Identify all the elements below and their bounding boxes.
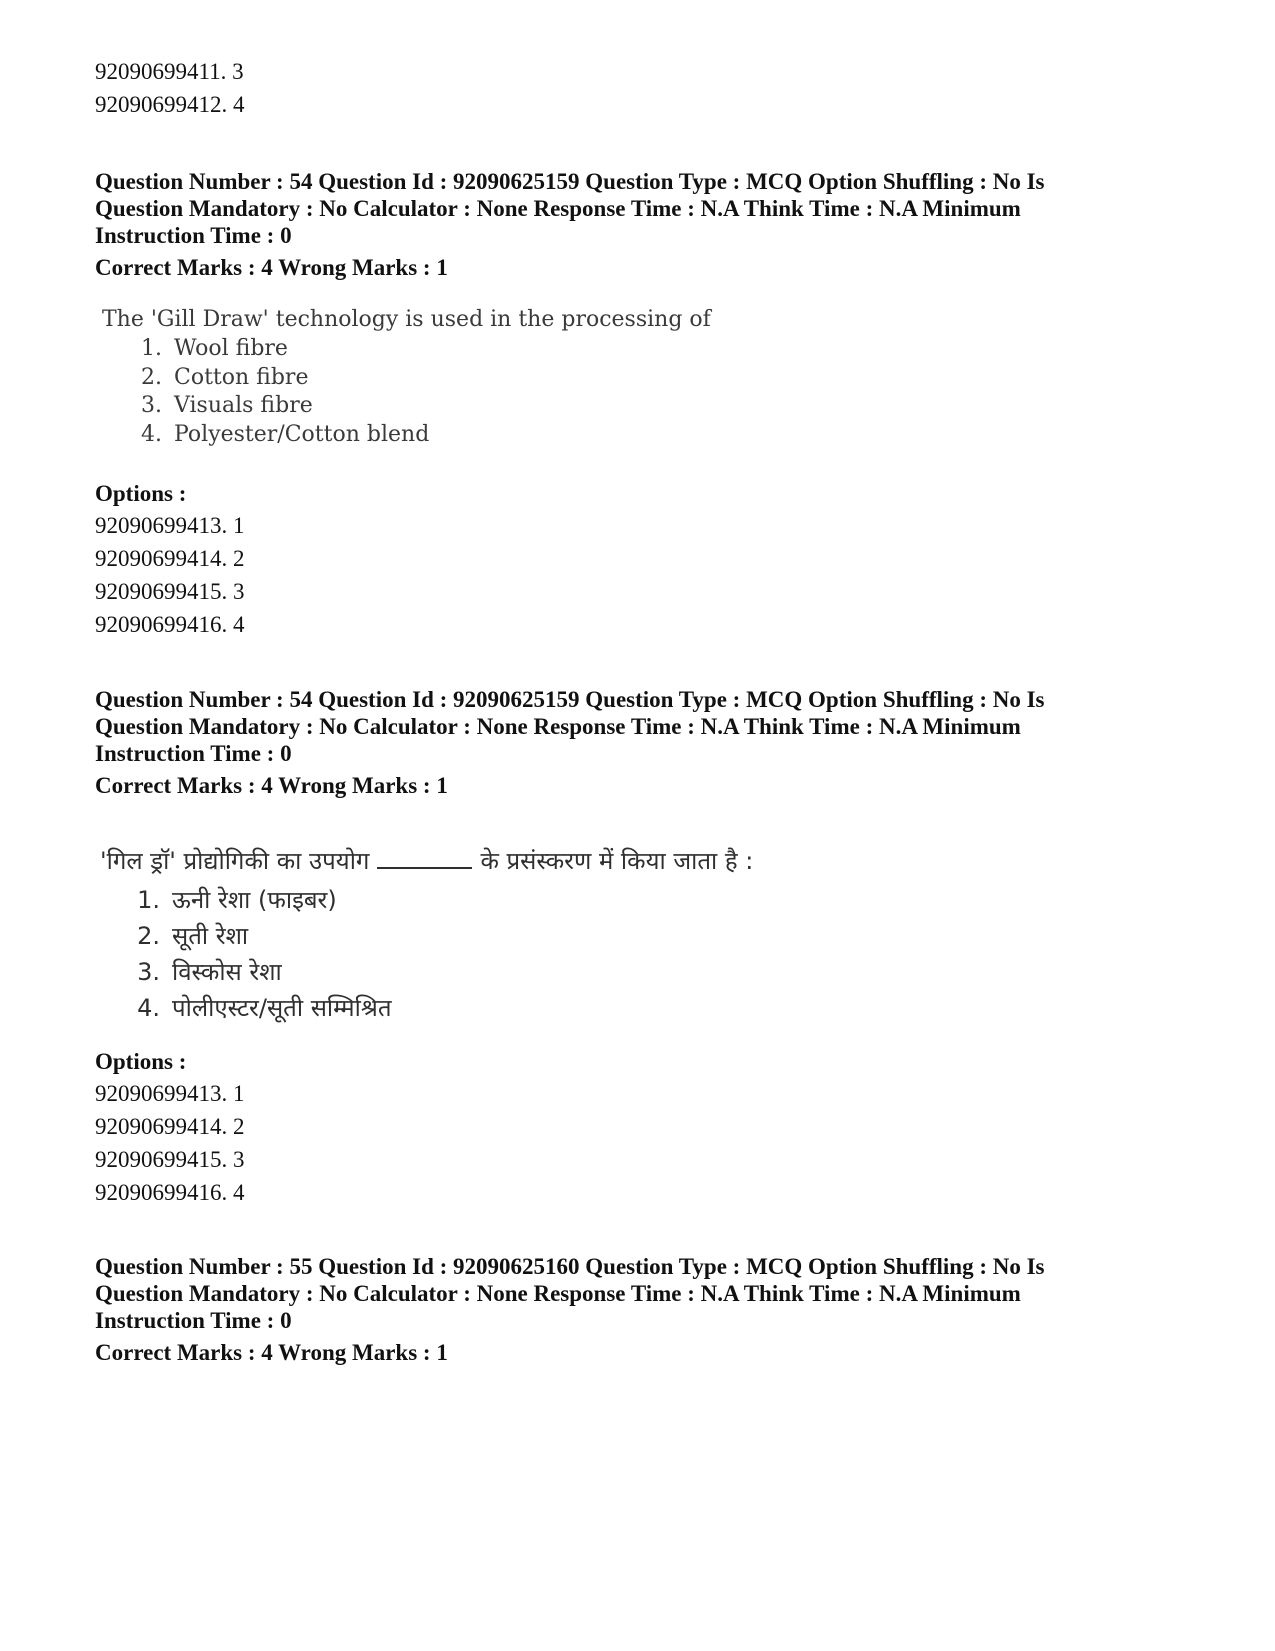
option-line: 92090699414. 2 [95,1114,245,1139]
question-marks: Correct Marks : 4 Wrong Marks : 1 [95,1340,448,1365]
question-stem: The 'Gill Draw' technology is used in the processing of [102,307,711,332]
question-header: Question Number : 55 Question Id : 92090625160 Question Type : MCQ Option Shuffling : No Is [95,1254,1045,1279]
fill-in-blank [377,847,472,869]
question-header: Question Mandatory : No Calculator : None Response Time : N.A Think Time : N.A Minimum [95,714,1021,739]
question-header: Instruction Time : 0 [95,223,292,248]
question-header: Question Number : 54 Question Id : 92090625159 Question Type : MCQ Option Shuffling : No Is [95,169,1045,194]
question-marks: Correct Marks : 4 Wrong Marks : 1 [95,255,448,280]
question-choice: 1. Wool fibre [141,336,288,361]
option-line: 92090699414. 2 [95,546,245,571]
question-choice: 2. सूती रेशा [137,922,249,950]
option-line: 92090699412. 4 [95,92,245,117]
option-line: 92090699411. 3 [95,59,244,84]
question-marks: Correct Marks : 4 Wrong Marks : 1 [95,773,448,798]
question-header: Instruction Time : 0 [95,741,292,766]
question-choice: 1. ऊनी रेशा (फाइबर) [137,886,337,914]
options-label: Options : [95,481,187,506]
question-choice: 4. पोलीएस्टर/सूती सम्मिश्रित [137,994,392,1022]
option-line: 92090699416. 4 [95,612,245,637]
question-header: Question Mandatory : No Calculator : None Response Time : N.A Think Time : N.A Minimum [95,196,1021,221]
question-choice: 4. Polyester/Cotton blend [141,422,430,447]
option-line: 92090699415. 3 [95,1147,245,1172]
question-stem-hindi: 'गिल ड्रॉ' प्रोद्योगिकी का उपयोग के प्रसंस्करण में किया जाता है : [100,847,754,875]
option-line: 92090699413. 1 [95,513,245,538]
question-header: Instruction Time : 0 [95,1308,292,1333]
question-header: Question Mandatory : No Calculator : None Response Time : N.A Think Time : N.A Minimum [95,1281,1021,1306]
option-line: 92090699416. 4 [95,1180,245,1205]
option-line: 92090699413. 1 [95,1081,245,1106]
option-line: 92090699415. 3 [95,579,245,604]
question-header: Question Number : 54 Question Id : 92090625159 Question Type : MCQ Option Shuffling : No Is [95,687,1045,712]
question-choice: 2. Cotton fibre [141,365,309,390]
question-choice: 3. Visuals fibre [141,393,313,418]
question-choice: 3. विस्कोस रेशा [137,958,282,986]
options-label: Options : [95,1049,187,1074]
